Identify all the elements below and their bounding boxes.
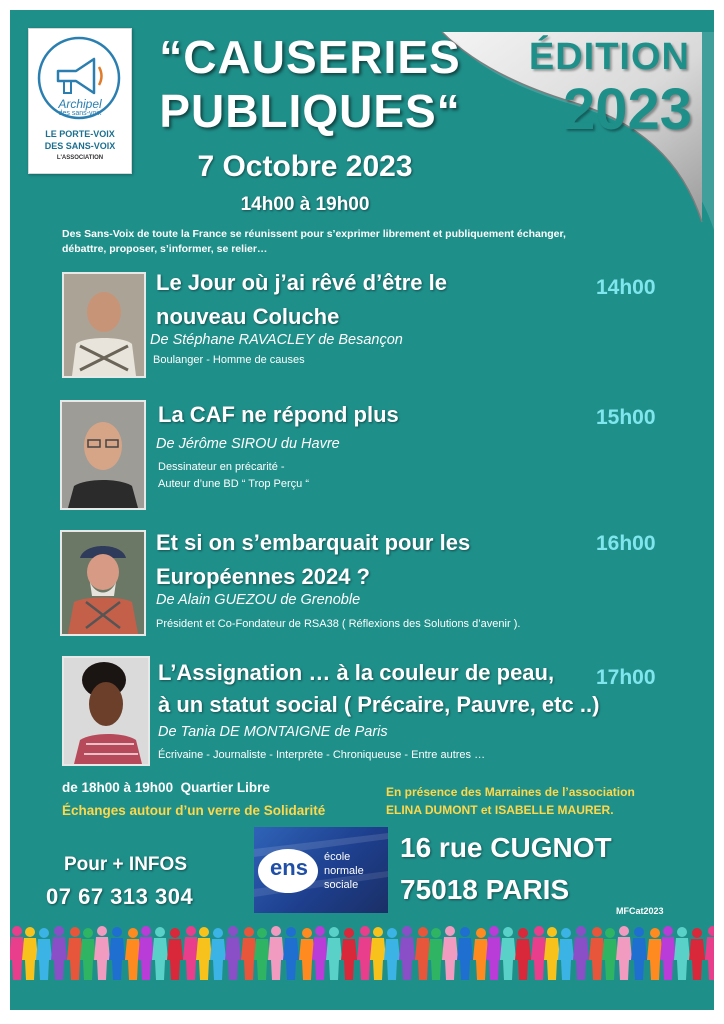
- talk-2-title: La CAF ne répond plus: [158, 402, 399, 427]
- person-silhouette: [196, 927, 212, 980]
- title-line-2: PUBLIQUES“: [159, 85, 461, 137]
- talk-2-speaker: De Jérôme SIROU du Havre: [156, 436, 340, 452]
- person-silhouette: [573, 926, 589, 980]
- speaker-photo-4: [62, 656, 150, 766]
- logo-tagline-2: DES SANS-VOIX: [44, 141, 116, 151]
- talk-2-role-line-1: Dessinateur en précarité -: [158, 461, 285, 473]
- ens-line-2: normale: [324, 865, 364, 877]
- person-silhouette: [500, 927, 516, 980]
- person-silhouette: [51, 926, 67, 980]
- people-silhouettes-strip: [10, 924, 714, 980]
- talk-4-role: Écrivaine - Journaliste - Interprète - Chroniqueuse - Entre autres …: [158, 749, 486, 761]
- person-silhouette: [515, 928, 531, 980]
- person-silhouette: [631, 927, 647, 980]
- event-date: 7 Octobre 2023: [197, 150, 413, 183]
- person-silhouette: [241, 927, 257, 980]
- credit: MFCat2023: [616, 906, 664, 916]
- talk-4-title-line-1: L’Assignation … à la couleur de peau,: [158, 660, 555, 685]
- person-silhouette: [384, 928, 400, 980]
- person-silhouette: [660, 926, 676, 980]
- talk-1-role: Boulanger - Homme de causes: [153, 354, 305, 366]
- person-silhouette: [616, 926, 632, 980]
- logo-tagline-1: LE PORTE-VOIX: [45, 129, 115, 139]
- address-city: 75018 PARIS: [400, 874, 570, 905]
- title-line-1: “CAUSERIES: [159, 31, 461, 83]
- info-phone: 07 67 313 304: [46, 884, 194, 909]
- talk-2-time: 15h00: [596, 406, 656, 429]
- talk-3-title-line-1: Et si on s’embarquait pour les: [156, 530, 471, 555]
- person-silhouette: [689, 928, 705, 980]
- logo-association: L'ASSOCIATION: [56, 155, 104, 161]
- person-silhouette: [341, 928, 357, 980]
- event-hours: 14h00 à 19h00: [240, 194, 370, 215]
- person-silhouette: [167, 928, 183, 980]
- talk-1-title-line-2: nouveau Coluche: [156, 304, 340, 329]
- talk-1-speaker: De Stéphane RAVACLEY de Besançon: [150, 332, 403, 348]
- godmothers-line-2: ELINA DUMONT et ISABELLE MAURER.: [386, 803, 614, 817]
- person-silhouette: [225, 926, 241, 980]
- person-silhouette: [94, 926, 110, 980]
- person-silhouette: [486, 926, 502, 980]
- person-silhouette: [109, 927, 125, 980]
- person-silhouette: [357, 926, 373, 980]
- info-label: Pour + INFOS: [64, 854, 187, 875]
- person-silhouette: [602, 928, 618, 980]
- speaker-photo-3: [60, 530, 146, 636]
- person-silhouette: [415, 927, 431, 980]
- talk-3-time: 16h00: [596, 532, 656, 555]
- talk-3-title-line-2: Européennes 2024 ?: [156, 564, 370, 589]
- person-silhouette: [326, 927, 342, 980]
- person-silhouette: [283, 927, 299, 980]
- talk-1-title-line-1: Le Jour où j’ai rêvé d’être le: [156, 270, 447, 295]
- person-silhouette: [254, 928, 270, 980]
- person-silhouette: [36, 928, 52, 980]
- person-silhouette: [312, 926, 328, 980]
- talk-3-role: Président et Co-Fondateur de RSA38 ( Réflexions des Solutions d’avenir ).: [156, 618, 521, 630]
- person-silhouette: [138, 926, 154, 980]
- ens-mark: ens: [270, 855, 308, 880]
- person-silhouette: [674, 927, 690, 980]
- ens-logo: [254, 827, 388, 913]
- person-silhouette: [22, 927, 38, 980]
- godmothers-line-1: En présence des Marraines de l’association: [386, 785, 635, 799]
- person-silhouette: [268, 926, 284, 980]
- person-silhouette: [589, 927, 605, 980]
- person-silhouette: [705, 926, 714, 980]
- edition-year: 2023: [562, 77, 692, 142]
- person-silhouette: [67, 927, 83, 980]
- archipel-logo: [28, 28, 132, 174]
- talk-2-role-line-2: Auteur d’une BD “ Trop Perçu “: [158, 478, 310, 490]
- talk-1-time: 14h00: [596, 276, 656, 299]
- logo-name-sub: des sans-voix: [58, 110, 102, 117]
- person-silhouette: [544, 927, 560, 980]
- speaker-photo-2: [60, 400, 146, 510]
- ens-line-3: sociale: [324, 879, 359, 891]
- person-silhouette: [442, 926, 458, 980]
- intro-line-2: débattre, proposer, s’informer, se relier…: [62, 243, 268, 255]
- talk-3-speaker: De Alain GUEZOU de Grenoble: [156, 592, 361, 608]
- edition-label: ÉDITION: [528, 36, 690, 78]
- ens-line-1: école: [324, 851, 351, 863]
- person-silhouette: [457, 927, 473, 980]
- address-street: 16 rue CUGNOT: [400, 832, 612, 863]
- person-silhouette: [183, 926, 199, 980]
- speaker-photo-1: [62, 272, 146, 378]
- person-silhouette: [531, 926, 547, 980]
- poster-panel: [10, 10, 714, 1010]
- talk-4-title-line-2: à un statut social ( Précaire, Pauvre, etc ..): [158, 692, 600, 717]
- person-silhouette: [152, 927, 168, 980]
- person-silhouette: [80, 928, 96, 980]
- person-silhouette: [210, 928, 226, 980]
- person-silhouette: [558, 928, 574, 980]
- person-silhouette: [399, 926, 415, 980]
- intro-line-1: Des Sans-Voix de toute la France se réunissent pour s’exprimer librement et publiquement échanger,: [62, 228, 566, 240]
- free-time-label: de 18h00 à 19h00 Quartier Libre: [62, 780, 270, 795]
- solidarity-exchange: Échanges autour d’un verre de Solidarité: [62, 803, 326, 818]
- person-silhouette: [370, 927, 386, 980]
- talk-4-time: 17h00: [596, 666, 656, 689]
- logo-name: Archipel: [58, 97, 102, 111]
- person-silhouette: [428, 928, 444, 980]
- talk-4-speaker: De Tania DE MONTAIGNE de Paris: [158, 724, 388, 740]
